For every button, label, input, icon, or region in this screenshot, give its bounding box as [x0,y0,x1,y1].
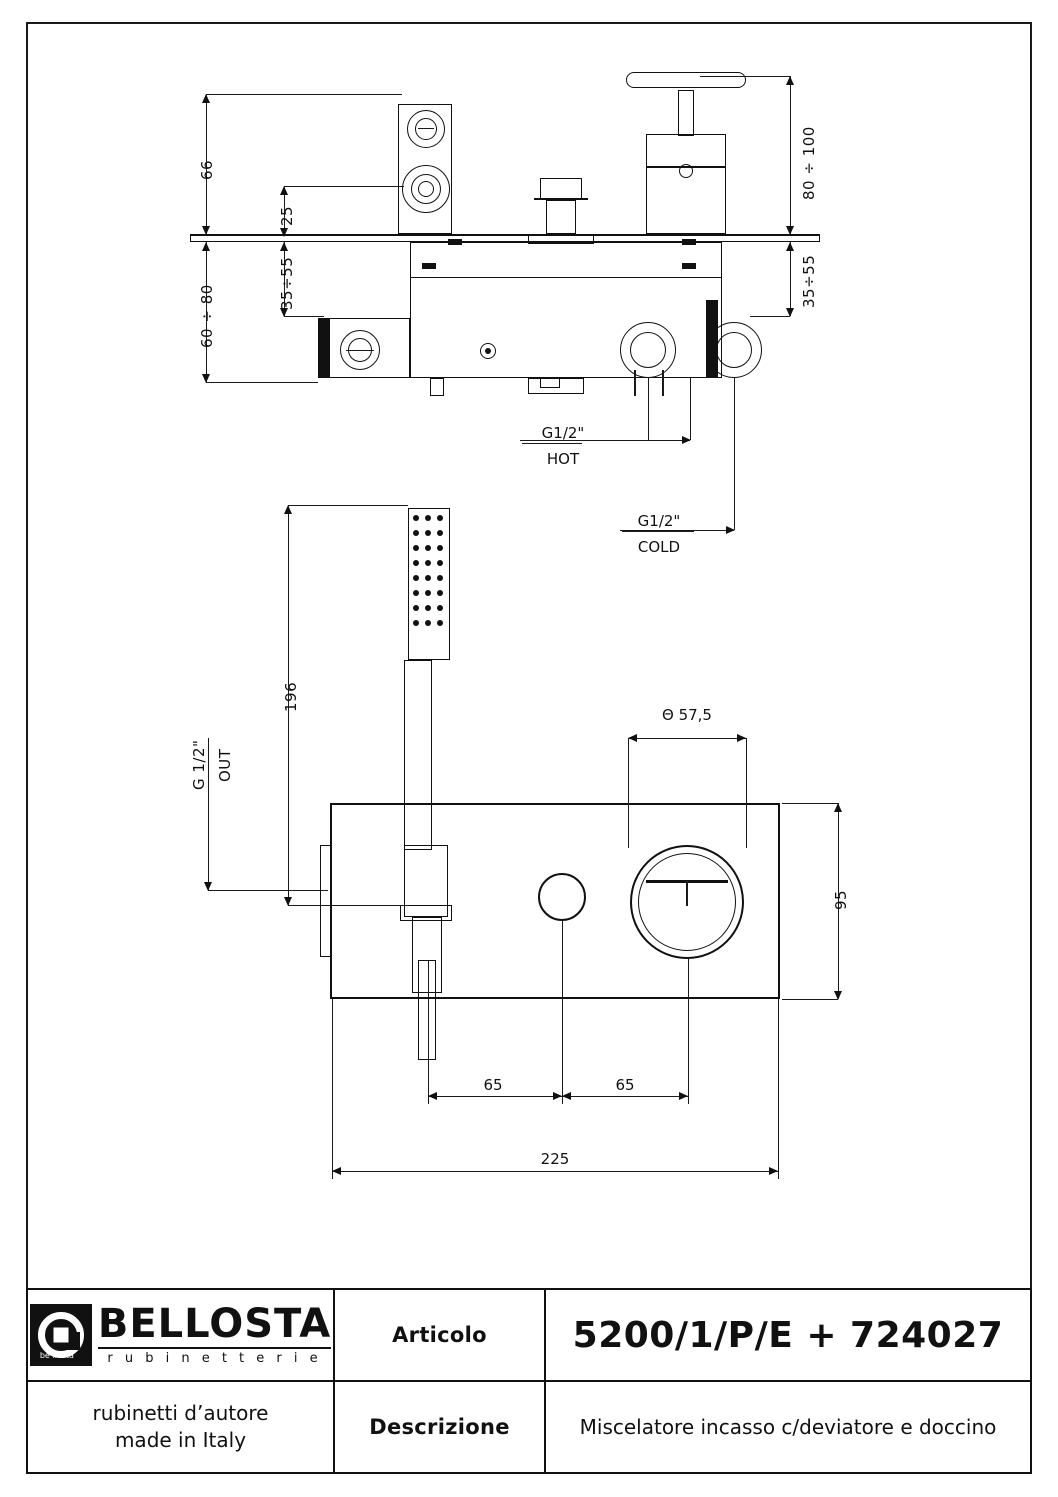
dimarrow-65r-l [562,1092,571,1100]
extline-196-top [288,505,408,506]
dim-80-100: 80 ÷ 100 [800,126,818,200]
dimarrow-66-bottom [202,226,210,235]
mixer-body-top-band [410,242,722,278]
hot-label-name: HOT [546,450,580,468]
cold-arrow [726,526,735,534]
out-dimline [208,738,209,890]
logo-wordmark [97,1301,332,1366]
extline-80100 [700,76,790,77]
dimarrow-66-top [202,94,210,103]
cold-label-size: G1/2" [637,512,681,530]
tagline-cell [28,1382,335,1472]
dimline-80-100 [790,76,791,234]
inlet-hot-stem-r [662,370,664,396]
dim-25: 25 [278,205,296,226]
extline-3555r [750,316,790,317]
dimline-65-left [428,1096,562,1097]
dim-95: 95 [832,889,850,910]
dim-diameter: Θ 57,5 [662,706,712,724]
diverter-base [528,234,594,244]
diverter-knob-top [540,178,582,200]
ext-65-mid [562,921,563,1104]
holder-slot-top [418,128,434,129]
dimline-35-55-right [790,242,791,316]
tagline-line-1: rubinetti d’autore [92,1401,269,1425]
hose-collar [400,905,452,921]
dimarrow-65l-l [428,1092,437,1100]
dimarrow-25-top [280,186,288,195]
extline-95-top [782,803,838,804]
ext-225-left [332,999,333,1179]
hot-ext-right [690,378,691,440]
dimarrow-3555r-top [786,242,794,251]
body-marker-3 [682,239,696,245]
ext-65-right [688,959,689,1104]
inlet-cold-ring-inner [716,332,752,368]
outlet-left-slot [346,350,374,351]
dia-arrow-right [737,734,746,742]
inlet-hot-ring-inner [630,332,666,368]
dimarrow-196-top [284,505,292,514]
out-label-size: G 1/2" [190,739,208,790]
dia-dimline [628,738,746,739]
bellosta-logo-mark-icon [30,1304,92,1366]
article-value-cell [546,1290,1030,1380]
dimarrow-3555l-top [280,242,288,251]
ext-65-left [428,960,429,1104]
handle-stem [678,90,694,136]
bellosta-logo [30,1301,332,1366]
hot-label-size: G1/2" [541,424,585,442]
extline-196-bottom [288,905,408,906]
out-label-name: OUT [216,748,234,782]
dimline-225 [332,1171,778,1172]
extline-6080 [206,382,318,383]
dimarrow-225-l [332,1167,341,1175]
diverter-stem [546,200,576,234]
hot-label-underline [522,443,582,444]
cold-ext [734,378,735,530]
logo-cell [28,1290,335,1380]
handle-body [646,134,726,234]
description-value-cell [546,1382,1030,1472]
handle-center-dot [679,164,693,178]
body-foot-center-inner [540,378,560,388]
dimarrow-65l-r [553,1092,562,1100]
holder-ring-inner-bottom [418,181,434,197]
dimarrow-80100-top [786,76,794,85]
article-label: Articolo [392,1323,487,1347]
dim-35-55-right: 35÷55 [800,254,818,308]
dimarrow-95-top [834,803,842,812]
hot-arrow [682,436,691,444]
dimarrow-6080-top [202,242,210,251]
dimarrow-225-r [769,1167,778,1175]
cold-label-underline [622,531,694,532]
dim-225: 225 [540,1150,570,1168]
extline-95-bottom [782,999,838,1000]
diverter-button-front [538,873,586,921]
shower-hose-lower [418,960,436,1060]
holder-ring-mid-top [415,118,437,140]
hot-ext-left [648,378,649,440]
description-label-cell [335,1382,546,1472]
dim-65-left: 65 [483,1076,503,1094]
title-block-row-article [28,1290,1030,1382]
article-label-cell [335,1290,546,1380]
outlet-left-cap [318,318,330,378]
cold-label-name: COLD [637,538,681,556]
dimarrow-25-bottom [280,228,288,237]
body-marker-4 [682,263,696,269]
dia-arrow-left [628,734,637,742]
body-port-dot [485,348,491,354]
dim-35-55-left: 35÷55 [278,256,296,310]
extline-25 [284,186,404,187]
dia-ext-left [628,738,629,848]
tagline-line-2: made in Italy [114,1428,247,1452]
logo-brand: BELLOSTA [97,1301,332,1347]
extline-3555l [284,316,324,317]
inlet-cold-cap [706,300,718,378]
dim-65-right: 65 [615,1076,635,1094]
diverter-collar [534,198,588,200]
inlet-hot-stem-l [634,370,636,396]
logo-subtitle: r u b i n e t t e r i e [98,1347,331,1366]
faceplate-left-edge [320,845,332,957]
tagline [93,1400,269,1454]
dimline-65-right [562,1096,688,1097]
handle-tick-front [686,880,688,906]
description-value: Miscelatore incasso c/deviatore e doccino [579,1415,997,1439]
dimarrow-80100-bottom [786,226,794,235]
dia-ext-right [746,738,747,848]
title-block-row-description [28,1382,1030,1472]
dimarrow-65r-r [679,1092,688,1100]
body-marker-2 [422,263,436,269]
body-foot-left [430,378,444,396]
extline-66-top [206,94,402,95]
dim-196: 196 [282,681,300,712]
logo-mark-text: be llosta [39,1351,74,1360]
description-label: Descrizione [369,1415,510,1439]
ext-225-right [778,999,779,1179]
out-extline [208,890,328,891]
dim-60-80: 60 ÷ 80 [198,284,216,348]
body-marker-1 [448,239,462,245]
shower-handle-tube [404,660,432,850]
dim-66: 66 [198,159,216,180]
handle-lever [626,72,746,88]
title-block [26,1288,1032,1474]
article-value: 5200/1/P/E + 724027 [572,1314,1004,1356]
